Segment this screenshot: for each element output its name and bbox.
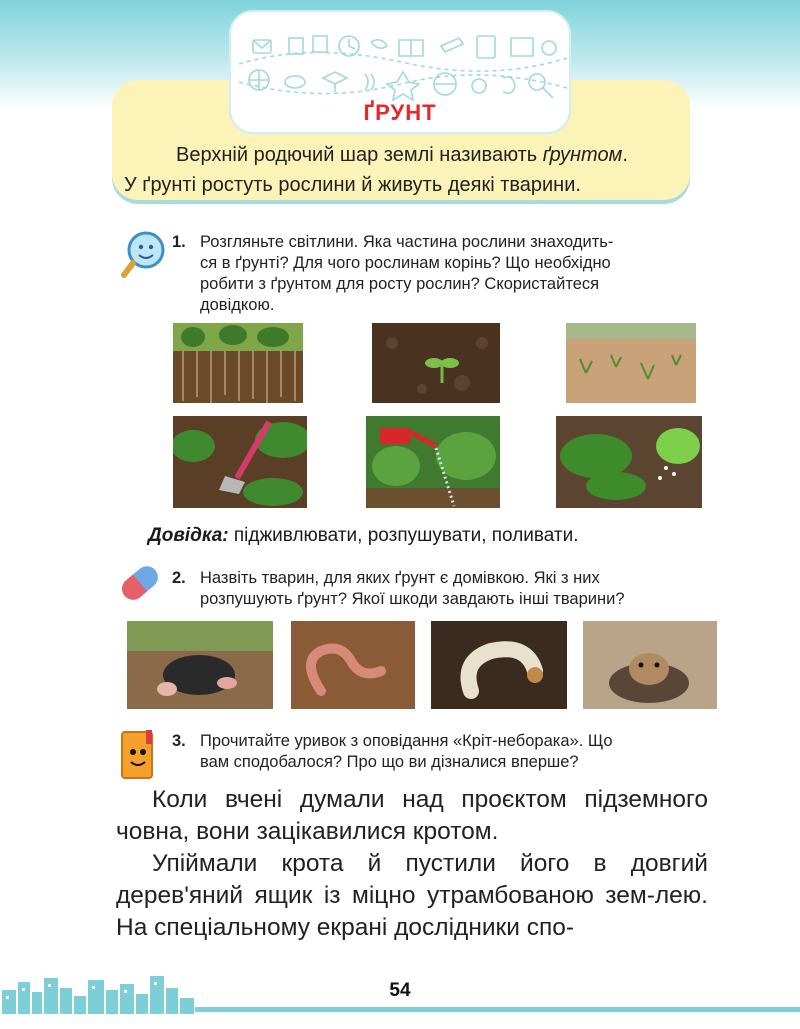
task-1-line: довідкою.	[200, 296, 275, 314]
page-title: ҐРУНТ	[363, 100, 437, 125]
task-2-line: Назвіть тварин, для яких ґрунт є домівкою. Які з них	[200, 569, 600, 587]
magnifier-smiley-icon	[120, 228, 168, 285]
photo-hoeing	[173, 416, 307, 508]
title-card	[229, 10, 571, 134]
task-3-number: 3.	[172, 732, 186, 750]
book-character-icon	[116, 726, 162, 789]
task-1-number: 1.	[172, 233, 186, 251]
footer-rule	[195, 1007, 800, 1012]
task-2-line: розпушують ґрунт? Якої шкоди завдають інші тварини?	[200, 590, 625, 608]
photo-fertilizing	[556, 416, 702, 508]
photo-plant-roots	[173, 323, 303, 403]
definition-text	[124, 140, 680, 200]
task-1-line: робити з ґрунтом для росту рослин? Скористайтеся	[200, 275, 600, 293]
photo-seedling	[372, 323, 500, 403]
task-3	[172, 731, 712, 773]
task-2	[172, 568, 712, 610]
story-excerpt	[116, 784, 708, 944]
photo-corn-field	[566, 323, 696, 403]
definition-line-1: Верхній родючий шар землі називають ґрунтом.	[176, 144, 628, 166]
task-2-number: 2.	[172, 569, 186, 587]
hint-text: підживлювати, розпушувати, поливати.	[228, 525, 579, 546]
story-paragraph-2: Упіймали крота й пустили його в довгий дерев'яний ящик із міцно утрамбованою зем-лею. На спеціальному екрані дослідники спо-	[116, 850, 708, 941]
task-3-line: Прочитайте уривок з оповідання «Кріт-неборака». Що	[200, 732, 613, 750]
task-1-line: Розгляньте світлини. Яка частина рослини знаходить-	[200, 233, 614, 251]
photo-hamster	[583, 621, 717, 709]
task-1	[172, 232, 712, 316]
hint-label: Довідка:	[148, 525, 229, 546]
page-number: 54	[389, 980, 411, 1001]
pill-icon	[116, 560, 164, 611]
definition-line-2: У ґрунті ростуть рослини й живуть деякі тварини.	[124, 174, 581, 196]
photo-mole	[127, 621, 273, 709]
hint-note	[148, 525, 579, 547]
story-paragraph-1: Коли вчені думали над проєктом підземного човна, вони зацікавилися кротом.	[116, 786, 708, 845]
task-3-line: вам сподобалося? Про що ви дізналися вперше?	[200, 753, 579, 771]
photo-watering	[366, 416, 500, 508]
term-soil: ґрунтом	[542, 144, 623, 166]
photo-grub	[431, 621, 567, 709]
task-1-line: ся в ґрунті? Для чого рослинам корінь? Що необхідно	[200, 254, 611, 272]
photo-earthworm	[291, 621, 415, 709]
